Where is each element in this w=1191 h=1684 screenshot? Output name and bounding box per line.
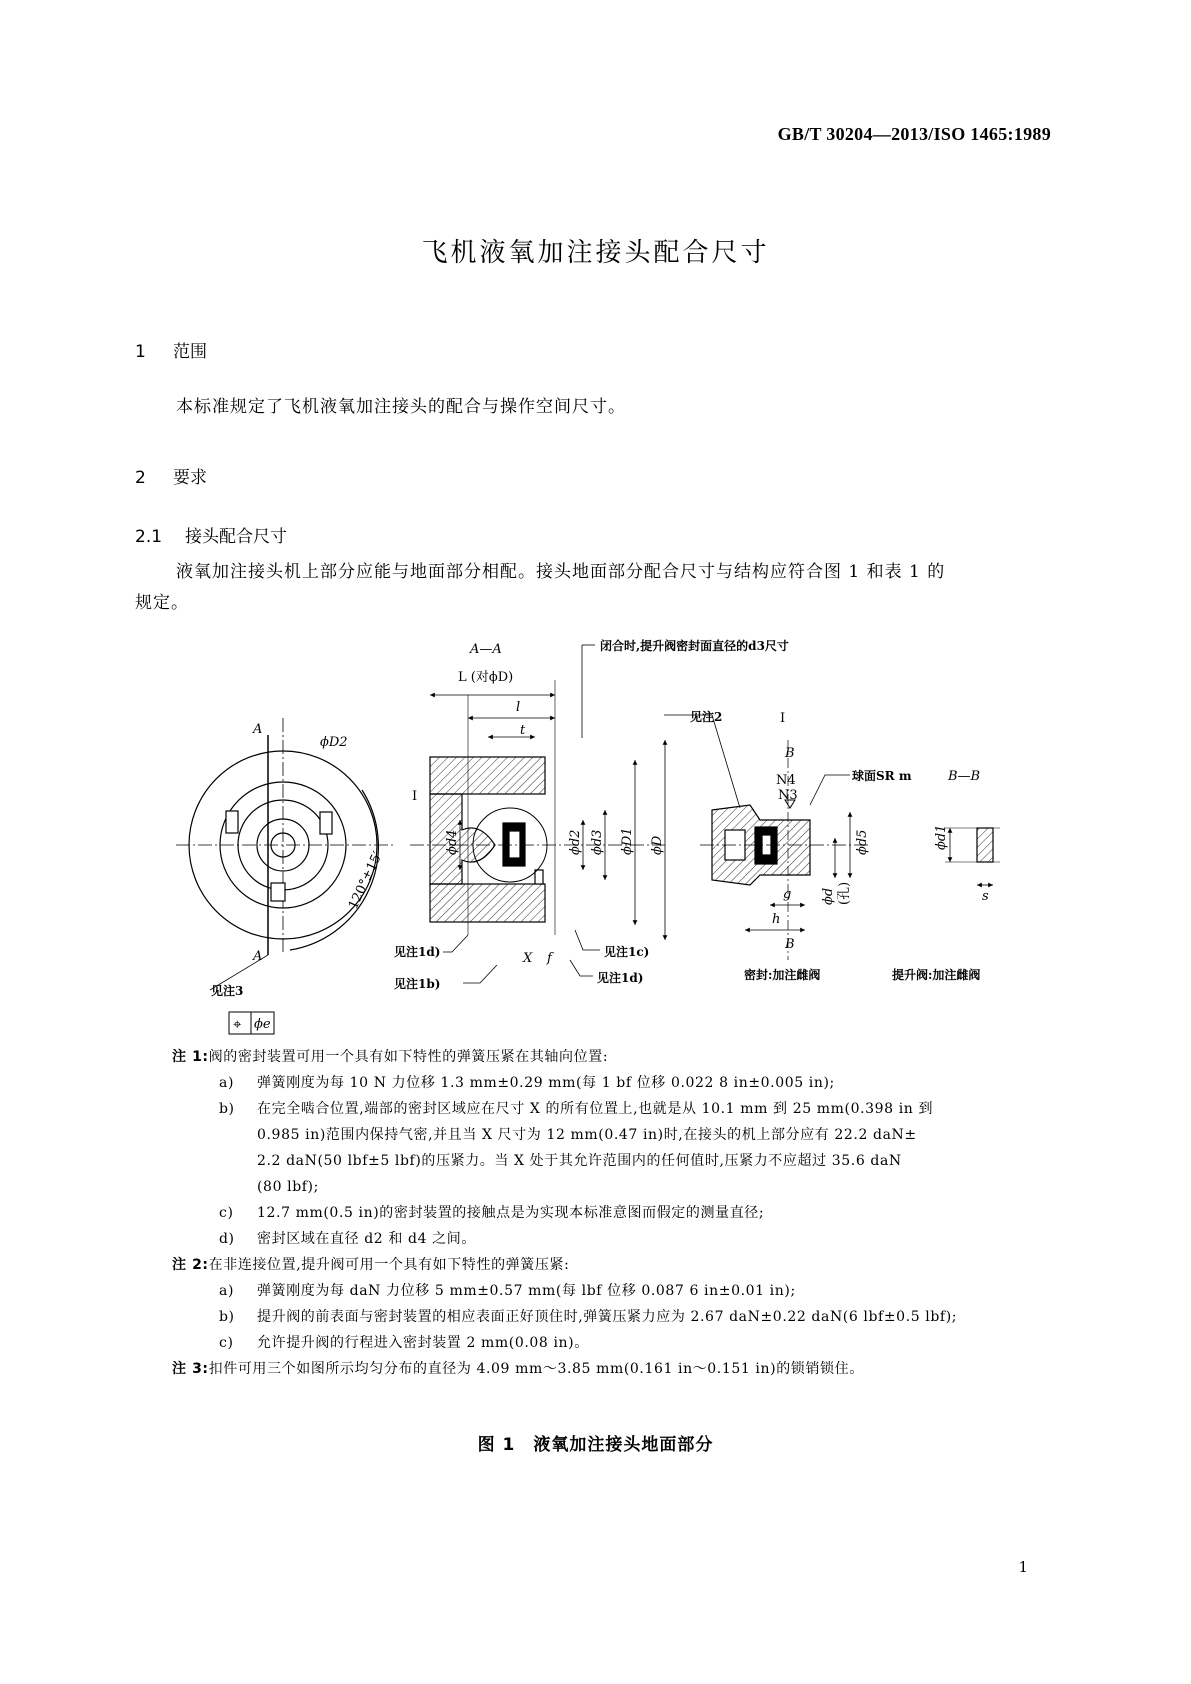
label-section-bb: B—B (948, 769, 981, 784)
page-number: 1 (1018, 1558, 1028, 1576)
label-phi-d3: ϕd3 (590, 829, 605, 855)
paragraph-line: 液氧加注接头机上部分应能与地面部分相配。接头地面部分配合尺寸与结构应符合图 1 和表 1 的 (176, 562, 946, 582)
note-item (172, 1330, 1062, 1356)
label-note-closed: 闭合时,提升阀密封面直径的d3尺寸 (600, 639, 789, 653)
note-label: 注 3: (172, 1361, 209, 1377)
label-dim-g: g (783, 887, 792, 902)
label-i-mark: Ⅰ (412, 789, 418, 804)
note-1 (172, 1044, 1062, 1070)
label-note1d-right: 见注1d) (597, 971, 644, 985)
figure-notes (172, 1044, 1062, 1382)
item-label: b) (219, 1309, 235, 1325)
figure-1-drawing (0, 620, 1191, 1040)
label-phi-d2: ϕd2 (568, 829, 583, 855)
section-title: 要求 (173, 468, 207, 488)
section-1-paragraph: 本标准规定了飞机液氧加注接头的配合与操作空间尺寸。 (176, 397, 626, 417)
figure-caption: 图 1 液氧加注接头地面部分 (477, 1435, 714, 1455)
item-text: 弹簧刚度为每 10 N 力位移 1.3 mm±0.29 mm(每 1 bf 位移 0.022 8 in±0.005 in); (257, 1075, 835, 1091)
label-poppet: 提升阀:加注雌阀 (892, 968, 981, 982)
item-text: 12.7 mm(0.5 in)的密封装置的接触点是为实现本标准意图而假定的测量直径; (257, 1205, 765, 1221)
note-item (172, 1070, 1062, 1096)
note-2 (172, 1252, 1062, 1278)
item-continuation: 0.985 in)范围内保持气密,并且当 X 尺寸为 12 mm(0.47 in)时,在接头的机上部分应有 22.2 daN± (257, 1127, 917, 1143)
label-phi-d-hole: ϕd (821, 887, 836, 905)
note-text: 阀的密封装置可用一个具有如下特性的弹簧压紧在其轴向位置: (208, 1049, 609, 1065)
label-dim-s: s (982, 889, 989, 904)
section-title: 范围 (173, 342, 207, 362)
section-1-heading (135, 337, 207, 362)
label-hole: (孔) (837, 881, 852, 905)
label-seal: 密封:加注雌阀 (744, 968, 821, 982)
item-text: 密封区域在直径 d2 和 d4 之间。 (257, 1231, 476, 1247)
item-text: 允许提升阀的行程进入密封装置 2 mm(0.08 in)。 (257, 1335, 589, 1351)
item-continuation: (80 lbf); (257, 1179, 319, 1195)
position-tolerance-icon: ⌖ (233, 1015, 242, 1033)
label-dim-x: X (523, 951, 533, 966)
item-text: 弹簧刚度为每 daN 力位移 5 mm±0.57 mm(每 lbf 位移 0.087 6 in±0.01 in); (257, 1283, 796, 1299)
subsection-paragraph (135, 557, 1065, 619)
label-phi-d-cap: ϕD (650, 835, 665, 855)
label-phi-d1: ϕd1 (934, 824, 949, 850)
item-text: 在完全啮合位置,端部的密封区域应在尺寸 X 的所有位置上,也就是从 10.1 mm 到 25 mm(0.398 in 到 (257, 1101, 934, 1117)
section-aa-view (410, 645, 665, 940)
section-number: 2 (135, 468, 146, 488)
item-label: b) (219, 1101, 235, 1117)
paragraph-line: 规定。 (135, 593, 189, 613)
note-item (172, 1278, 1062, 1304)
standard-number: GB/T 30204—2013/ISO 1465:1989 (777, 124, 1051, 144)
label-phi-d1-cap: ϕD1 (620, 827, 635, 855)
item-continuation: 2.2 daN(50 lbf±5 lbf)的压紧力。当 X 处于其允许范围内的任何值时,压紧力不应超过 35.6 daN (257, 1153, 902, 1169)
item-label: c) (219, 1205, 234, 1221)
label-angle: 120°±15′ (346, 849, 386, 912)
label-phi-d5: ϕd5 (855, 829, 870, 855)
label-dim-L: L (对ϕD) (458, 670, 514, 685)
label-note1c: 见注1c) (604, 945, 650, 959)
label-dim-f: f (547, 951, 552, 966)
document-title: 飞机液氧加注接头配合尺寸 (421, 238, 770, 268)
label-b-top: B (785, 746, 795, 761)
label-dim-l: l (516, 700, 521, 715)
label-note2-ref: 见注2 (690, 710, 723, 724)
subsection-number: 2.1 (135, 527, 163, 547)
subsection-heading (135, 522, 287, 547)
label-n3: N3 (778, 788, 798, 803)
label-tolerance-value: ϕe (254, 1017, 271, 1032)
label-dim-h: h (772, 912, 781, 927)
note-item (172, 1304, 1062, 1330)
item-label: a) (219, 1075, 235, 1091)
note-text: 在非连接位置,提升阀可用一个具有如下特性的弹簧压紧: (208, 1257, 570, 1273)
note-item (172, 1096, 1062, 1122)
label-detail-i: Ⅰ (780, 711, 786, 726)
label-note1b: 见注1b) (394, 977, 441, 991)
label-dim-t: t (520, 723, 526, 738)
section-number: 1 (135, 342, 146, 362)
label-sphere: 球面SR m (852, 769, 912, 783)
front-view (176, 718, 396, 955)
note-3 (172, 1356, 1062, 1382)
section-bb-view (945, 828, 1000, 885)
label-phi-d4: ϕd4 (445, 829, 460, 855)
label-note1d-left: 见注1d) (394, 945, 441, 959)
label-phi-d2-front: ϕD2 (320, 735, 348, 750)
label-note3-ref: 见注3 (211, 984, 244, 998)
item-label: c) (219, 1335, 234, 1351)
note-label: 注 2: (172, 1257, 209, 1273)
label-b-bottom: B (785, 937, 795, 952)
note-item (172, 1226, 1062, 1252)
drawing-labels (211, 638, 989, 1033)
note-text: 扣件可用三个如图所示均匀分布的直径为 4.09 mm～3.85 mm(0.161 in～0.151 in)的锁销锁住。 (208, 1361, 864, 1377)
label-n4: N4 (776, 773, 796, 788)
item-label: a) (219, 1283, 235, 1299)
section-2-heading (135, 463, 207, 488)
item-label: d) (219, 1231, 235, 1247)
subsection-title: 接头配合尺寸 (185, 527, 287, 547)
note-label: 注 1: (172, 1049, 209, 1065)
label-a-bottom: A (253, 949, 263, 964)
label-a-top: A (253, 722, 263, 737)
item-text: 提升阀的前表面与密封装置的相应表面正好顶住时,弹簧压紧力应为 2.67 daN±0.22 daN(6 lbf±0.5 lbf); (257, 1309, 958, 1325)
label-section-aa: A—A (470, 642, 502, 657)
note-item (172, 1200, 1062, 1226)
